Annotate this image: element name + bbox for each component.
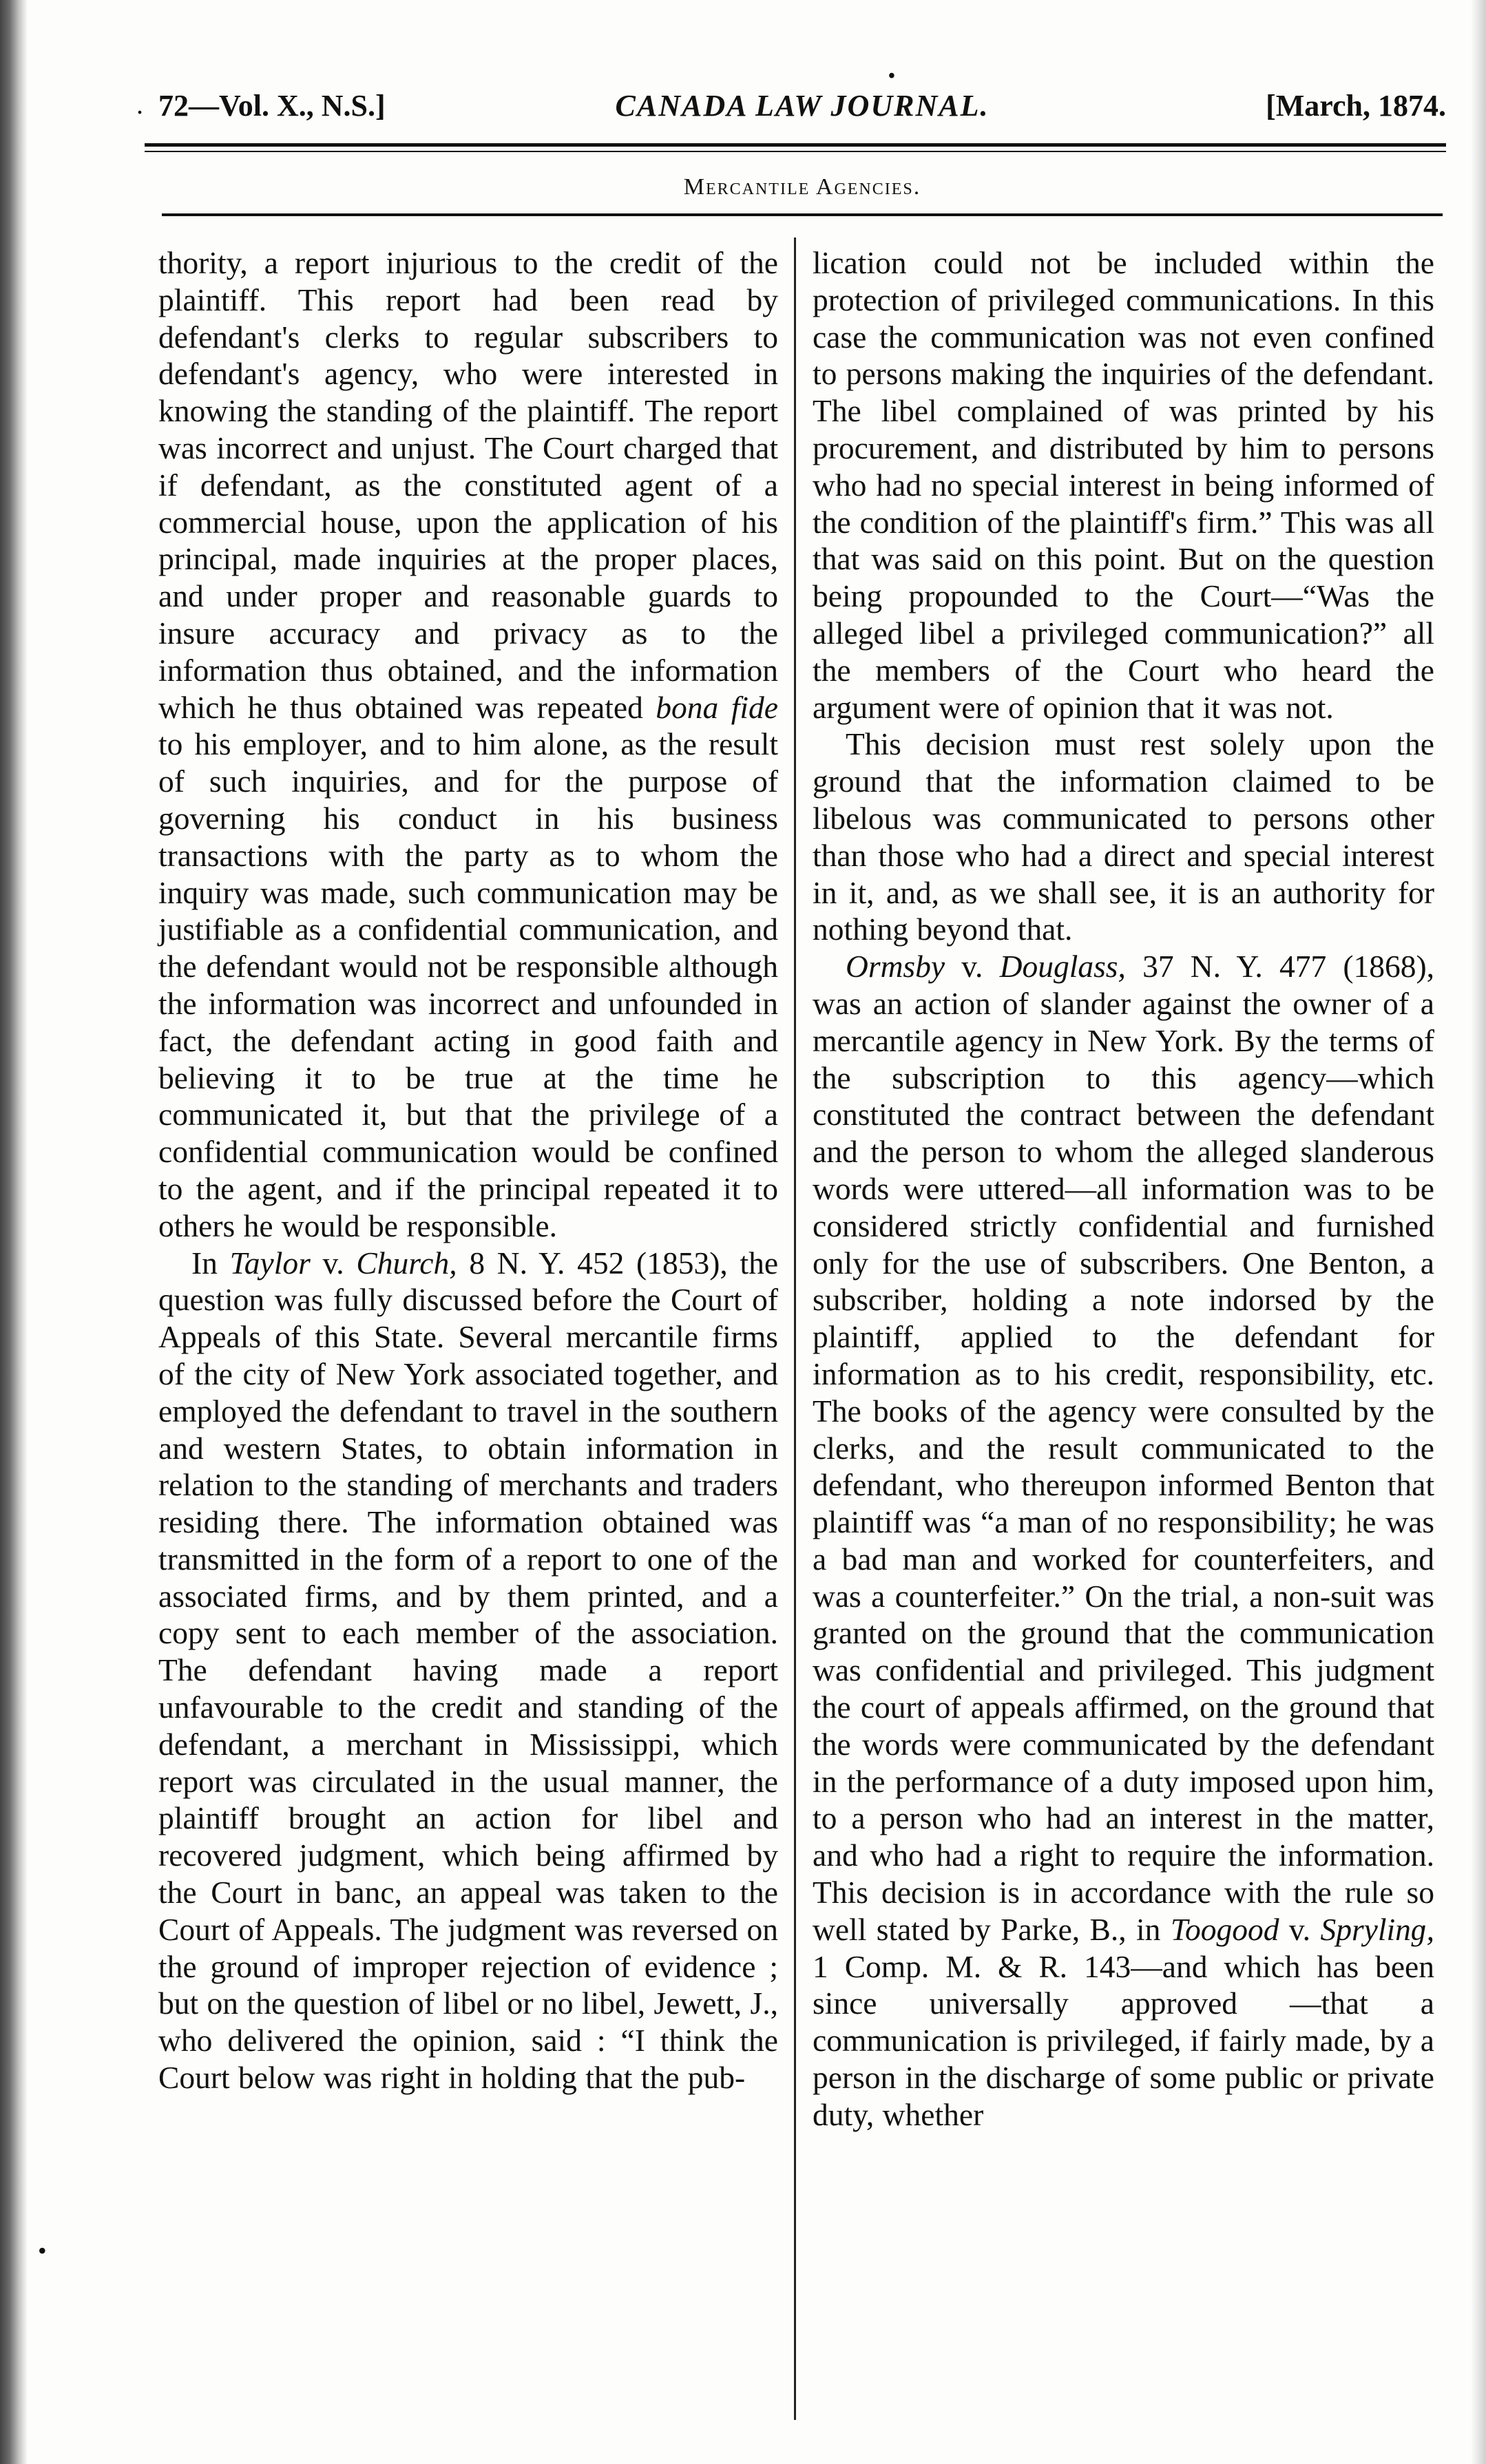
paragraph [158, 244, 778, 1245]
right-column [813, 244, 1434, 2134]
ink-dot: . [136, 89, 143, 120]
italic-term: bona fide [656, 689, 778, 725]
paragraph-text: 37 N. Y. 477 (1868), was an action of slander against the owner of a mercantile agency in New York. By the terms of the subscription to this agency—which constituted the contract between the defendant and the person to whom the alleged slanderous words were uttered—all information was to be considered strictly confidential and furnished only for the use of subscribers. One Benton, a subscriber, holding a note indorsed by the plaintiff, applied to the defendant for information as to his credit, responsibility, etc. The books of the agency were consulted by the clerks, and the result communicated to the defendant, who thereupon informed Benton that plaintiff was “a man of no responsibility; he was a bad man and worked for counterfeiters, and was a counterfeiter.” On the trial, a non-suit was granted on the ground that the communication was confidential and privileged. This judgment the court of appeals affirmed, on the ground that the words were communicated by the defendant in the performance of a duty imposed upon him, to a person who had an interest in the matter, and who had a right to require the information. This decision is in accordance with the rule so well stated by Parke, B., in [813, 949, 1435, 1947]
paragraph-text: In [191, 1245, 218, 1281]
volume-page-label: 72—Vol. X., N.S.] [158, 89, 386, 123]
header-rule-thick [145, 143, 1446, 147]
column-divider [794, 238, 796, 2420]
case-versus: v. [322, 1245, 344, 1281]
ink-blot: • [38, 2237, 47, 2264]
paragraph [813, 948, 1434, 2134]
scan-edge-shadow-right [1471, 0, 1486, 2464]
left-column [158, 244, 778, 2096]
case-versus: v. [1288, 1911, 1311, 1947]
case-name: Douglass, [999, 949, 1126, 984]
paragraph-text: lication could not be included within the protection of privileged communications. In this case the communication was not even confined to persons making the inquiries of the defendant. The libel complained of was printed by his procurement, and distributed by him to persons who had no special interest in being informed of the condition of the plaintiff's firm.” This was all that was said on this point. But on the question being propounded to the Court—“Was the alleged libel a privileged communication?” all the members of the Court who heard the argument were of opinion that it was not. [813, 245, 1434, 725]
paragraph-text: This decision must rest solely upon the ground that the information claimed to be libelous was communicated to persons other than those who had a direct and special interest in it, and, as we shall see, it is an authority for nothing beyond that. [813, 726, 1434, 947]
paragraph-text: 8 N. Y. 452 (1853), the question was fully discussed before the Court of Appeals of this State. Several mercantile firms of the city of New York associated together, and employed the defendant to travel in the southern and western States, to obtain information in relation to the standing of merchants and traders residing there. The information obtained was transmitted in the form of a report to one of the associated firms, and by them printed, and a copy sent to each member of the association. The defendant having made a report unfavourable to the credit and standing of the defendant, a merchant in Mississippi, which report was circulated in the usual manner, the plaintiff brought an action for libel and recovered judgment, which being affirmed by the Court in banc, an appeal was taken to the Court of Appeals. The judgment was reversed on the ground of improper rejection of evidence ; but on the question of libel or no libel, Jewett, J., who delivered the opinion, said : “I think the Court below was right in holding that the pub- [158, 1245, 779, 2096]
paragraph [813, 726, 1434, 948]
issue-date: [March, 1874. [1266, 89, 1446, 123]
paragraph-text: thority, a report injurious to the credit of the plaintiff. This report had been read by defendant's clerks to regular subscribers to defendant's agency, who were interested in knowing the standing of the plaintiff. The report was incorrect and unjust. The Court charged that if defendant, as the constituted agent of a commercial house, upon the application of his principal, made inquiries at the proper places, and under proper and reasonable guards to insure accuracy and privacy as to the information thus obtained, and the information which he thus obtained was repeated [158, 245, 778, 725]
journal-title: CANADA LAW JOURNAL. [615, 89, 990, 123]
case-versus: v. [961, 949, 983, 984]
section-title: Mercantile Agencies. [683, 174, 921, 200]
running-header [158, 88, 1446, 136]
case-name: Ormsby [846, 949, 945, 984]
paragraph-text: to his employer, and to him alone, as the result of such inquiries, and for the purpose of governing his conduct in his business transactions with the party as to whom the inquiry was made, such communication may be justifiable as a confidential communication, and the defendant would not be responsible although the information was incorrect and unfounded in fact, the defendant acting in good faith and believing it to be true at the time he communicated it, but that the privilege of a confidential communication would be confined to the agent, and if the principal repeated it to others he would be responsible. [158, 726, 778, 1243]
case-name: Toogood [1170, 1911, 1279, 1947]
case-name: Church, [356, 1245, 457, 1281]
case-name: Taylor [229, 1245, 311, 1281]
paragraph [158, 1245, 778, 2096]
section-rule [162, 213, 1443, 216]
paragraph-text: 1 Comp. M. & R. 143—and which has been since universally approved —that a communication is privileged, if fairly made, by a person in the discharge of some public or private duty, whether [813, 1948, 1434, 2132]
paragraph [813, 244, 1434, 726]
header-rule-thin [145, 151, 1446, 152]
case-name: Sprylinɡ, [1320, 1911, 1435, 1947]
ink-mark: • [888, 65, 895, 87]
scan-edge-shadow [0, 0, 28, 2464]
